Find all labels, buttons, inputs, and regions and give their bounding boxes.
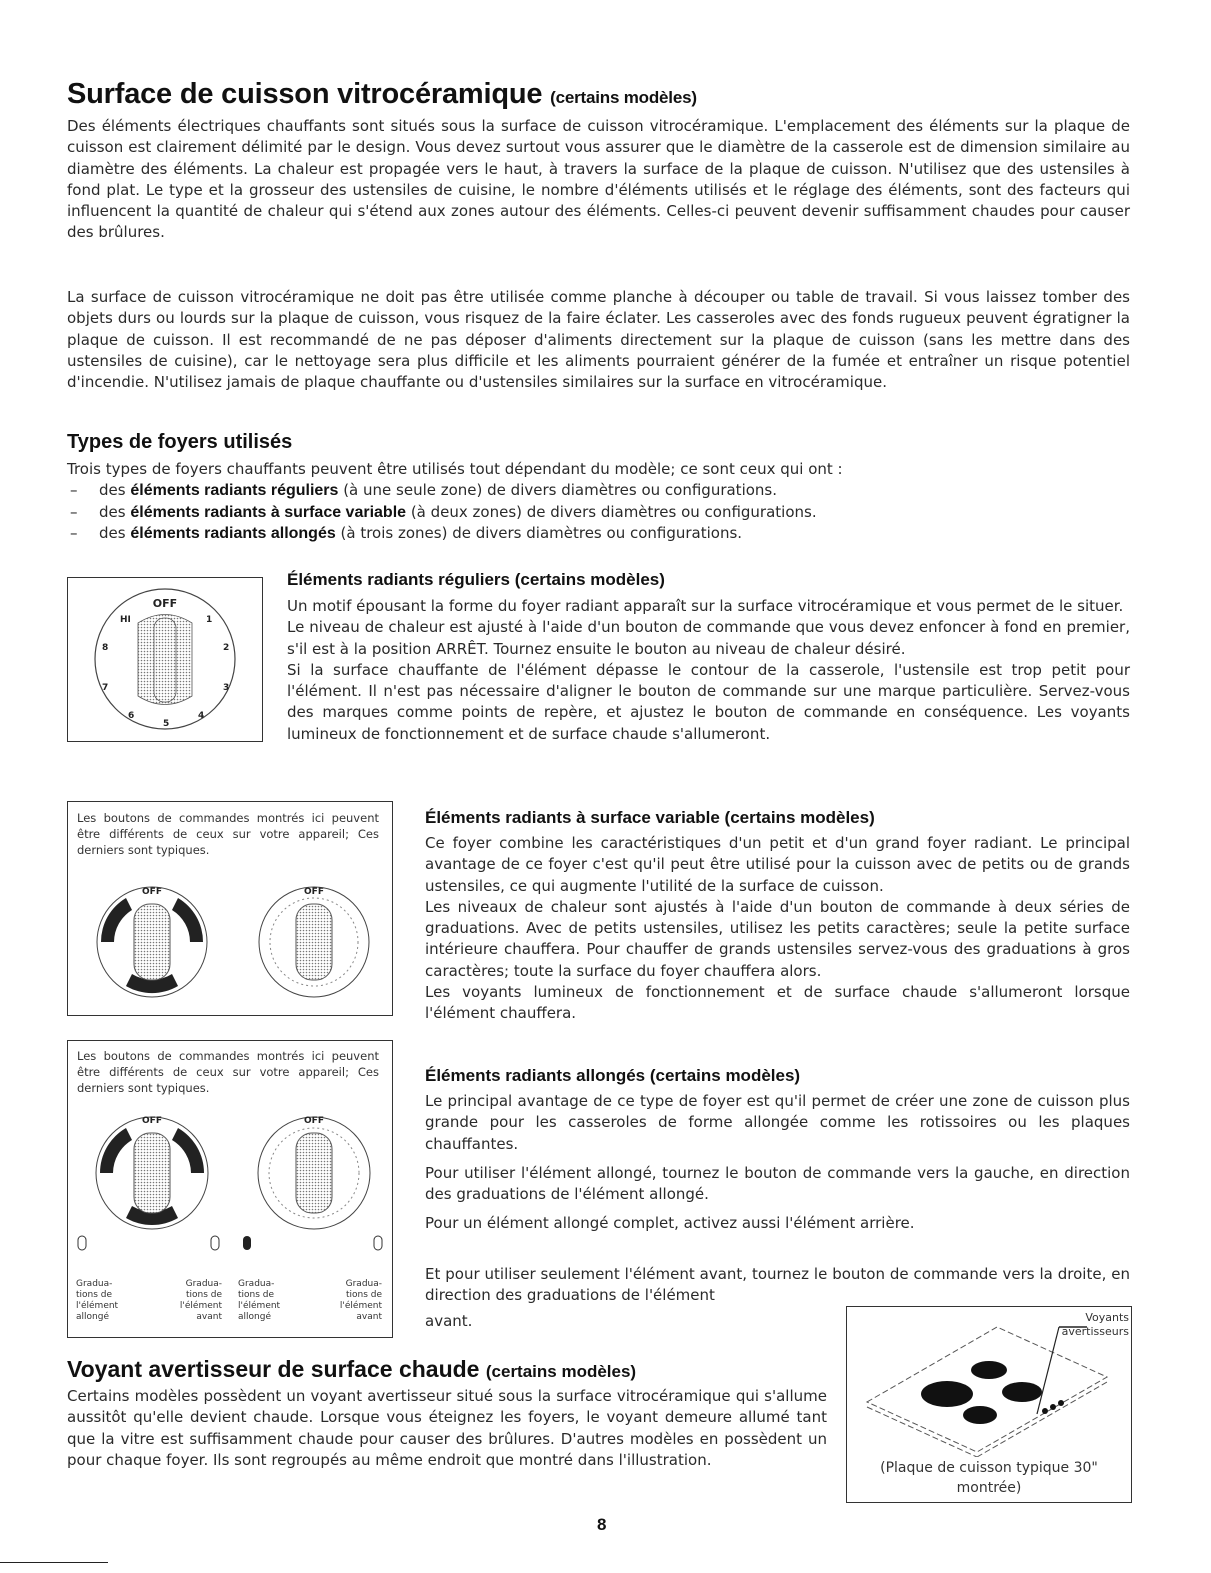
- svg-text:7: 7: [102, 683, 109, 693]
- variable-text: [425, 833, 1130, 1025]
- variable-knobs-figure: [67, 801, 393, 1016]
- svg-text:4: 4: [198, 711, 205, 721]
- svg-text:1: 1: [206, 615, 213, 625]
- grad-left-label: Gradua- tions de l'élément allongé: [238, 1279, 281, 1322]
- svg-text:5: 5: [163, 719, 170, 729]
- list-item: – des éléments radiants à surface variable (à deux zones) de divers diamètres ou configurations.: [70, 502, 817, 521]
- regular-paragraph-2: Le niveau de chaleur est ajusté à l'aide d'un bouton de commande que vous devez enfoncer à fond en premier, s'il est à la position ARRÊT. Tournez ensuite le bouton au niveau de chaleur désiré.: [287, 618, 1130, 658]
- svg-text:8: 8: [102, 643, 109, 653]
- regular-knob-figure: [67, 577, 263, 742]
- regular-text: [287, 596, 1130, 745]
- elongated-paragraph-3: Pour un élément allongé complet, activez aussi l'élément arrière.: [425, 1214, 915, 1233]
- elongated-paragraph-4-end: avant.: [425, 1312, 473, 1330]
- page-title: [67, 78, 697, 111]
- elongated-text: [425, 1091, 1130, 1235]
- knob-off-label: OFF: [152, 597, 178, 610]
- elongated-paragraph-2: Pour utiliser l'élément allongé, tournez le bouton de commande vers la gauche, en direction des graduations de l'élément allongé.: [425, 1163, 1130, 1204]
- variable-paragraph-2: Les niveaux de chaleur sont ajustés à l'aide d'un bouton de commande à deux séries de graduations. Avec de petits ustensiles, utilisez les petits caractères; seule la petite surface intérieure chauffera. Pour chauffer de grands ustensiles servez-vous des graduations à gros caractères; toute la surface du foyer chauffera alors.: [425, 897, 1130, 980]
- page-title-suffix: (certains modèles): [550, 88, 697, 107]
- types-heading: Types de foyers utilisés: [67, 431, 293, 453]
- elongated-heading: Éléments radiants allongés (certains modèles): [425, 1066, 801, 1085]
- elongated-knobs-figure: [67, 1040, 393, 1338]
- variable-heading: Éléments radiants à surface variable (certains modèles): [425, 808, 875, 827]
- warning-lights-callout: Voyants avertisseurs: [1061, 1311, 1129, 1338]
- knob-off-label: OFF: [304, 1116, 324, 1126]
- elongated-note: Les boutons de commandes montrés ici peuvent être différents de ceux sur votre appareil; Ces derniers sont typiques.: [77, 1049, 379, 1095]
- variable-paragraph-1: Ce foyer combine les caractéristiques d'un petit et d'un grand foyer radiant. Le principal avantage de ce foyer c'est qu'il peut être utilisé pour la cuisson avec de petits ou de grands ustensiles, ce qui augmente l'utilité de la surface de cuisson.: [425, 834, 1130, 895]
- grad-right-label: Gradua- tions de l'élément avant: [339, 1279, 382, 1322]
- hot-surface-paragraph: Certains modèles possèdent un voyant avertisseur situé sous la surface vitrocéramique qui s'allume aussitôt qu'elle devient chaude. Lorsque vous éteignez les foyers, le voyant demeure allumé tant que la vitre est suffisamment chaude pour causer des brûlures. D'autres modèles en possèdent un pour chaque foyer. Ils sont regroupés au même endroit que montré dans l'illustration.: [67, 1387, 827, 1469]
- svg-text:6: 6: [128, 711, 135, 721]
- elongated-paragraph-1: Le principal avantage de ce type de foyer est qu'il permet de créer une zone de cuisson plus grande pour les casseroles de forme allongée comme les rotissoires ou les plaques chauffantes.: [425, 1092, 1130, 1153]
- svg-text:3: 3: [223, 683, 230, 693]
- knob-off-label: OFF: [304, 887, 324, 897]
- regular-paragraph-1: Un motif épousant la forme du foyer radiant apparaît sur la surface vitrocéramique et vous permet de le situer.: [287, 597, 1124, 615]
- elongated-knob-illustration: [68, 1103, 392, 1253]
- page-title-main: Surface de cuisson vitrocéramique: [67, 78, 543, 110]
- regular-paragraph-3: Si la surface chauffante de l'élément dépasse le contour de la casserole, l'ustensile est trop petit pour l'élément. Il n'est pas nécessaire d'aligner le bouton de commande sur une marque particulière. Servez-vous des marques comme points de repère, et ajustez le bouton de commande en conséquence. Les voyants lumineux de fonctionnement et de surface chaude s'allumeront.: [287, 660, 1130, 743]
- elongated-paragraph-4: Et pour utiliser seulement l'élément avant, tournez le bouton de commande vers la droite, en direction des graduations de l'élément: [425, 1265, 1130, 1305]
- svg-text:HI: HI: [120, 615, 131, 625]
- cooktop-figure: [846, 1306, 1132, 1503]
- grad-right-label: Gradua- tions de l'élément avant: [179, 1279, 222, 1322]
- page-number: 8: [597, 1515, 607, 1534]
- list-item: – des éléments radiants réguliers (à une seule zone) de divers diamètres ou configurations.: [70, 481, 777, 500]
- knob-off-label: OFF: [142, 1116, 162, 1126]
- footer-rule: [0, 1562, 108, 1563]
- variable-note: Les boutons de commandes montrés ici peuvent être différents de ceux sur votre appareil; Ces derniers sont typiques.: [77, 811, 379, 857]
- knob-off-label: OFF: [142, 887, 162, 897]
- intro-paragraph-2: La surface de cuisson vitrocéramique ne doit pas être utilisée comme planche à découper ou table de travail. Si vous laissez tomber des objets durs ou lourds sur la plaque de cuisson, vous risquez de la faire éclater. Les casseroles avec des fonds rugueux peuvent égratigner la plaque de cuisson. Il est recommandé de ne pas déposer d'aliments directement sur la plaque de cuisson (sans les mettre dans des ustensiles de cuisine), car le nettoyage sera plus difficile et les aliments pourraient générer de la fumée et entraîner un risque potentiel d'incendie. N'utilisez jamais de plaque chauffante ou d'ustensiles similaires sur la surface en vitrocéramique.: [67, 288, 1130, 392]
- svg-text:2: 2: [223, 643, 230, 653]
- intro-paragraph-1: Des éléments électriques chauffants sont situés sous la surface de cuisson vitrocéramique. L'emplacement des éléments sur la plaque de cuisson est clairement délimité par le design. Vous devez surtout vous assurer que le diamètre de la casserole est de dimension similaire au diamètre des éléments. La chaleur est propagée vers le haut, à travers la surface de la plaque de cuisson. N'utilisez que des ustensiles à fond plat. Le type et la grosseur des ustensiles de cuisine, le nombre d'éléments utilisés et le réglage des éléments, sont des facteurs qui influencent la quantité de chaleur qui s'étend aux zones autour des éléments. Celles-ci peuvent devenir suffisamment chaudes pour causer des brûlures.: [67, 117, 1130, 242]
- knob-illustration: [68, 578, 262, 741]
- types-list: [67, 459, 1130, 544]
- variable-knob-illustration: [68, 872, 392, 1012]
- list-item: – des éléments radiants allongés (à trois zones) de divers diamètres ou configurations.: [70, 523, 743, 542]
- hot-surface-heading: Voyant avertisseur de surface chaude (certains modèles): [67, 1356, 637, 1382]
- variable-paragraph-3: Les voyants lumineux de fonctionnement et de surface chaude s'allumeront lorsque l'élément chauffera.: [425, 983, 1130, 1023]
- grad-left-label: Gradua- tions de l'élément allongé: [76, 1279, 119, 1322]
- types-intro: Trois types de foyers chauffants peuvent être utilisés tout dépendant du modèle; ce sont ceux qui ont :: [67, 460, 843, 478]
- cooktop-caption: (Plaque de cuisson typique 30" montrée): [880, 1460, 1098, 1496]
- regular-heading: Éléments radiants réguliers (certains modèles): [287, 570, 665, 589]
